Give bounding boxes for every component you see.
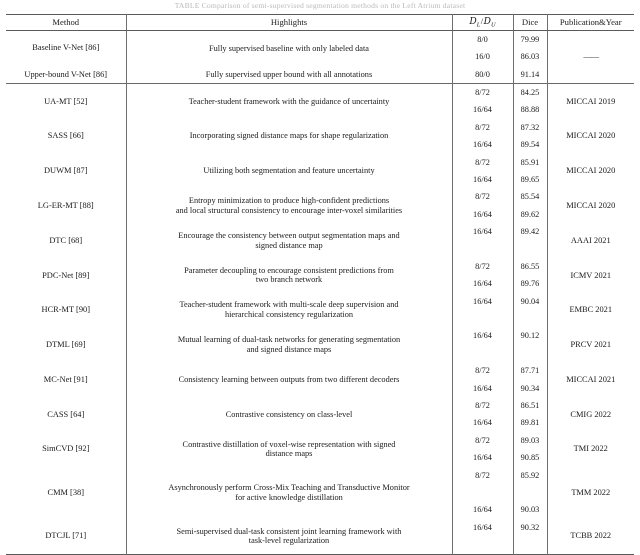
cell-ratio: 8/72 — [452, 258, 513, 275]
cell-ratio: 8/72 — [452, 432, 513, 449]
column-header-highlights: Highlights — [126, 15, 452, 31]
table-row — [6, 223, 634, 240]
cell-dice: 89.54 — [513, 136, 547, 153]
cell-ratio: 80/0 — [452, 66, 513, 84]
cell-dice: 86.03 — [513, 48, 547, 65]
table-caption: TABLE Comparison of semi-supervised segmentation methods on the Left Atrium dataset — [174, 1, 466, 10]
highlights-line: Contrastive consistency on class-level — [225, 409, 353, 419]
cell-method: CMM [38] — [47, 487, 85, 497]
table-row — [6, 66, 634, 84]
table-row — [6, 432, 634, 449]
cell-publication: CMIG 2022 — [547, 397, 634, 432]
cell-ratio: 16/64 — [452, 102, 513, 119]
cell-dice: 86.55 — [513, 258, 547, 275]
highlights-line: Entropy minimization to produce high-confident predictions — [188, 196, 390, 206]
cell-dice: 90.03 — [513, 502, 547, 519]
cell-ratio — [452, 310, 513, 327]
cell-dice — [513, 345, 547, 362]
cell-dice: 90.12 — [513, 328, 547, 345]
comparison-table — [6, 14, 634, 555]
cell-ratio: 8/72 — [452, 397, 513, 414]
cell-highlights — [126, 119, 452, 154]
ratio-slash: / — [480, 15, 484, 26]
cell-ratio: 16/0 — [452, 48, 513, 65]
column-header-dice: Dice — [513, 15, 547, 31]
cell-dice: 90.04 — [513, 293, 547, 310]
cell-ratio: 16/64 — [452, 171, 513, 188]
cell-ratio: 16/64 — [452, 136, 513, 153]
cell-ratio: 16/64 — [452, 519, 513, 536]
cell-method: SASS [66] — [47, 131, 84, 141]
cell-method: MC-Net [91] — [43, 374, 88, 384]
cell-highlights — [126, 154, 452, 189]
highlights-line: two branch network — [255, 275, 323, 285]
table-body — [6, 31, 634, 555]
table-row — [6, 362, 634, 379]
cell-ratio: 16/64 — [452, 380, 513, 397]
cell-highlights — [126, 66, 452, 84]
highlights-line: Fully supervised baseline with only labeled data — [209, 43, 369, 53]
table-row — [6, 328, 634, 345]
highlights-line: Asynchronously perform Cross-Mix Teaching and Transductive Monitor — [168, 483, 410, 493]
cell-highlights — [126, 31, 452, 66]
cell-ratio: 16/64 — [452, 206, 513, 223]
cell-dice: 90.85 — [513, 449, 547, 466]
cell-dice: 89.62 — [513, 206, 547, 223]
cell-highlights — [126, 467, 452, 519]
cell-dice: 85.54 — [513, 189, 547, 206]
highlights-line: Teacher-student framework with the guidance of uncertainty — [188, 96, 390, 106]
ratio-subscript-u: U — [491, 21, 496, 29]
cell-highlights — [126, 362, 452, 397]
cell-ratio — [452, 484, 513, 501]
table-row — [6, 189, 634, 206]
table-row — [6, 84, 634, 102]
cell-ratio: 16/64 — [452, 223, 513, 240]
table-row — [6, 154, 634, 171]
cell-method: DTML [69] — [46, 340, 86, 350]
cell-ratio: 16/64 — [452, 328, 513, 345]
cell-method: LG-ER-MT [88] — [37, 200, 94, 210]
cell-publication: MICCAI 2020 — [547, 154, 634, 189]
cell-highlights — [126, 397, 452, 432]
cell-ratio: 8/72 — [452, 119, 513, 136]
cell-dice — [513, 241, 547, 258]
header-row — [6, 15, 634, 31]
cell-method: SimCVD [92] — [42, 444, 90, 454]
cell-ratio: 8/72 — [452, 154, 513, 171]
cell-publication: PRCV 2021 — [547, 328, 634, 363]
table-row — [6, 31, 634, 49]
cell-method: UA-MT [52] — [44, 96, 88, 106]
cell-method: CASS [64] — [47, 409, 85, 419]
column-header-ratio — [452, 15, 513, 31]
ratio-symbol-du: D — [483, 15, 492, 27]
highlights-line: hierarchical consistency regularization — [224, 310, 354, 320]
cell-dice — [513, 536, 547, 554]
cell-method: DTCJL [71] — [45, 531, 87, 541]
cell-dice: 89.76 — [513, 275, 547, 292]
cell-highlights — [126, 432, 452, 467]
cell-ratio: 16/64 — [452, 275, 513, 292]
cell-publication: ICMV 2021 — [547, 258, 634, 293]
cell-publication: MICCAI 2021 — [547, 362, 634, 397]
table-row — [6, 519, 634, 536]
cell-publication: —— — [547, 31, 634, 84]
highlights-line: and local structural consistency to encourage inter-voxel similarities — [175, 205, 403, 215]
cell-method: DUWM [87] — [44, 166, 88, 176]
cell-dice: 89.03 — [513, 432, 547, 449]
cell-ratio: 8/72 — [452, 84, 513, 102]
cell-highlights — [126, 519, 452, 554]
cell-dice: 89.42 — [513, 223, 547, 240]
ratio-symbol-dl: D — [469, 15, 477, 27]
cell-publication: MICCAI 2019 — [547, 84, 634, 119]
highlights-line: Incorporating signed distance maps for shape regularization — [189, 131, 389, 141]
table-row — [6, 293, 634, 310]
cell-dice: 79.99 — [513, 31, 547, 49]
cell-publication: TMI 2022 — [547, 432, 634, 467]
cell-dice: 86.51 — [513, 397, 547, 414]
cell-ratio: 16/64 — [452, 502, 513, 519]
highlights-line: Teacher-student framework with multi-scale deep supervision and — [179, 300, 399, 310]
cell-highlights — [126, 189, 452, 224]
cell-ratio — [452, 536, 513, 554]
cell-ratio — [452, 241, 513, 258]
cell-ratio: 8/72 — [452, 362, 513, 379]
cell-ratio — [452, 345, 513, 362]
column-header-method: Method — [6, 15, 126, 31]
cell-highlights — [126, 293, 452, 328]
cell-method: Upper-bound V-Net [86] — [24, 69, 108, 79]
cell-ratio: 8/72 — [452, 467, 513, 484]
cell-publication: TCBB 2022 — [547, 519, 634, 554]
cell-dice — [513, 310, 547, 327]
highlights-line: and signed distance maps — [246, 345, 332, 355]
cell-ratio: 16/64 — [452, 415, 513, 432]
cell-method: DTC [68] — [49, 235, 83, 245]
cell-publication: AAAI 2021 — [547, 223, 634, 258]
highlights-line: Parameter decoupling to encourage consistent predictions from — [184, 265, 394, 275]
column-header-publication: Publication&Year — [547, 15, 634, 31]
table-header — [6, 15, 634, 31]
cell-dice: 87.71 — [513, 362, 547, 379]
cell-ratio: 8/0 — [452, 31, 513, 49]
highlights-line: for active knowledge distillation — [235, 492, 343, 502]
cell-dice: 89.81 — [513, 415, 547, 432]
cell-ratio: 16/64 — [452, 293, 513, 310]
cell-dice: 85.91 — [513, 154, 547, 171]
highlights-line: Fully supervised upper bound with all annotations — [205, 69, 373, 79]
cell-publication: MICCAI 2020 — [547, 119, 634, 154]
cell-publication: MICCAI 2020 — [547, 189, 634, 224]
highlights-line: distance maps — [265, 449, 313, 459]
cell-method: PDC-Net [89] — [42, 270, 90, 280]
cell-dice: 84.25 — [513, 84, 547, 102]
cell-dice: 91.14 — [513, 66, 547, 84]
cell-dice: 89.65 — [513, 171, 547, 188]
cell-dice — [513, 484, 547, 501]
highlights-line: Semi-supervised dual-task consistent joint learning framework with — [176, 526, 402, 536]
cell-highlights — [126, 328, 452, 363]
table-row — [6, 397, 634, 414]
highlights-line: Mutual learning of dual-task networks for generating segmentation — [177, 335, 401, 345]
ratio-subscript-l: L — [476, 21, 481, 29]
highlights-line: Consistency learning between outputs from two different decoders — [178, 374, 400, 384]
highlights-line: Encourage the consistency between output segmentation maps and — [178, 230, 400, 240]
cell-dice: 90.32 — [513, 519, 547, 536]
table-row — [6, 119, 634, 136]
cell-ratio: 16/64 — [452, 449, 513, 466]
table-row — [6, 467, 634, 484]
cell-dice: 87.32 — [513, 119, 547, 136]
highlights-line: signed distance map — [255, 240, 323, 250]
cell-publication: EMBC 2021 — [547, 293, 634, 328]
cell-dice: 90.34 — [513, 380, 547, 397]
cell-dice: 88.88 — [513, 102, 547, 119]
cell-publication: TMM 2022 — [547, 467, 634, 519]
highlights-line: Contrastive distillation of voxel-wise representation with signed — [182, 439, 396, 449]
highlights-line: task-level regularization — [248, 536, 330, 546]
highlights-line: Utilizing both segmentation and feature uncertainty — [203, 166, 375, 176]
table-row — [6, 258, 634, 275]
cell-highlights — [126, 84, 452, 119]
cell-dice: 85.92 — [513, 467, 547, 484]
cell-ratio: 8/72 — [452, 189, 513, 206]
cell-highlights — [126, 223, 452, 258]
cell-method: HCR-MT [90] — [41, 305, 90, 315]
cell-method: Baseline V-Net [86] — [32, 43, 100, 53]
cell-highlights — [126, 258, 452, 293]
